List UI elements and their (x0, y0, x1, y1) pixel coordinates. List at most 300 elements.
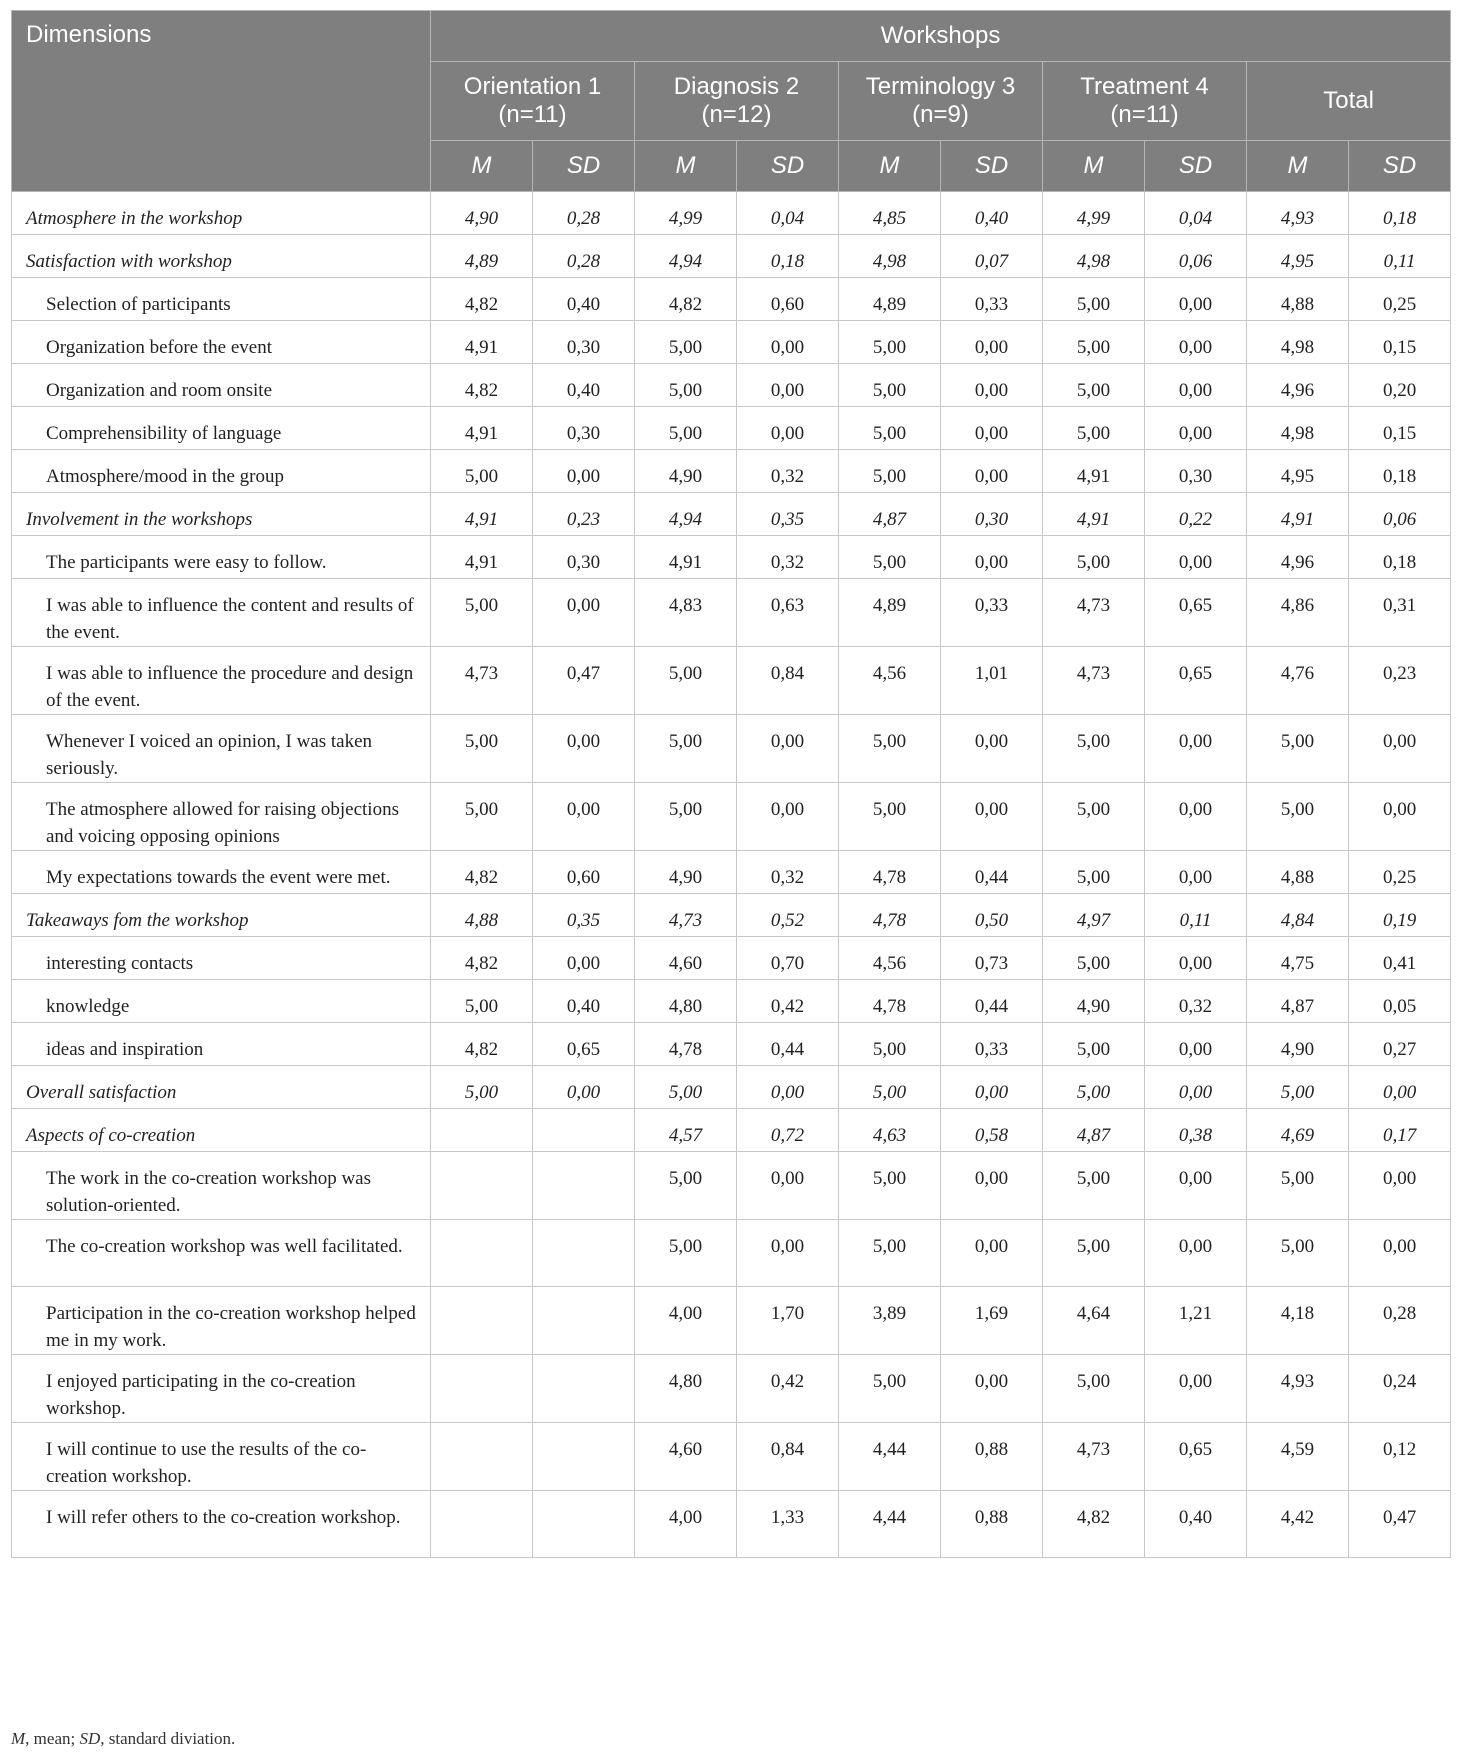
mean-cell: 4,87 (1247, 980, 1349, 1023)
item-row (12, 851, 1451, 894)
sd-cell: 0,00 (737, 364, 839, 407)
mean-cell: 4,98 (1247, 321, 1349, 364)
sd-cell: 0,84 (737, 1423, 839, 1491)
mean-cell: 4,89 (431, 235, 533, 278)
mean-cell: 4,57 (635, 1109, 737, 1152)
sd-cell: 0,00 (1145, 937, 1247, 980)
mean-cell: 4,88 (431, 894, 533, 937)
workshop-group-header (1247, 62, 1451, 141)
mean-cell: 5,00 (839, 321, 941, 364)
workshop-group-name: Treatment 4 (1080, 73, 1209, 100)
mean-cell: 5,00 (1043, 937, 1145, 980)
mean-cell: 4,98 (839, 235, 941, 278)
sd-cell: 0,00 (941, 364, 1043, 407)
mean-cell: 5,00 (635, 321, 737, 364)
mean-cell: 4,63 (839, 1109, 941, 1152)
row-label: interesting contacts (12, 937, 431, 980)
mean-cell: 4,87 (1043, 1109, 1145, 1152)
sd-cell: 0,00 (1145, 364, 1247, 407)
stat-label-header: M (1043, 141, 1145, 192)
sd-cell: 0,00 (1145, 321, 1247, 364)
item-row (12, 536, 1451, 579)
mean-cell: 5,00 (839, 715, 941, 783)
mean-cell: 4,78 (839, 894, 941, 937)
sd-cell: 0,70 (737, 937, 839, 980)
row-label: My expectations towards the event were met. (12, 851, 431, 894)
sd-cell: 0,73 (941, 937, 1043, 980)
mean-cell: 5,00 (1043, 783, 1145, 851)
mean-cell: 5,00 (1043, 851, 1145, 894)
mean-cell: 4,73 (431, 647, 533, 715)
sd-cell: 0,42 (737, 980, 839, 1023)
row-label: Satisfaction with workshop (12, 235, 431, 278)
sd-cell: 0,00 (1349, 1220, 1451, 1287)
mean-cell: 4,93 (1247, 192, 1349, 235)
workshop-group-header (1043, 62, 1247, 141)
sd-cell: 0,20 (1349, 364, 1451, 407)
sd-cell (533, 1491, 635, 1558)
row-label: The participants were easy to follow. (12, 536, 431, 579)
sd-cell: 0,00 (737, 321, 839, 364)
mean-cell: 4,18 (1247, 1287, 1349, 1355)
item-row (12, 364, 1451, 407)
sd-cell: 0,33 (941, 579, 1043, 647)
mean-cell: 4,82 (431, 937, 533, 980)
sd-cell: 0,00 (737, 407, 839, 450)
sd-cell: 0,00 (533, 579, 635, 647)
results-table (11, 10, 1451, 1558)
sd-cell: 0,22 (1145, 493, 1247, 536)
mean-cell: 4,82 (431, 364, 533, 407)
sd-cell: 0,44 (737, 1023, 839, 1066)
sd-cell: 0,06 (1349, 493, 1451, 536)
sd-cell: 0,12 (1349, 1423, 1451, 1491)
row-label: Selection of participants (12, 278, 431, 321)
mean-cell: 5,00 (839, 1355, 941, 1423)
sd-cell: 0,00 (941, 321, 1043, 364)
sd-cell: 0,00 (941, 783, 1043, 851)
sd-cell: 0,04 (1145, 192, 1247, 235)
item-row (12, 407, 1451, 450)
row-label: The atmosphere allowed for raising objections and voicing opposing opinions (12, 783, 431, 851)
workshop-group-name: Diagnosis 2 (673, 73, 800, 100)
mean-cell: 4,85 (839, 192, 941, 235)
sd-cell: 0,00 (533, 1066, 635, 1109)
sd-cell: 0,00 (533, 450, 635, 493)
mean-cell: 4,73 (1043, 579, 1145, 647)
sd-cell: 0,23 (533, 493, 635, 536)
mean-cell: 4,73 (635, 894, 737, 937)
mean-cell: 5,00 (635, 647, 737, 715)
sd-cell: 0,00 (1349, 1066, 1451, 1109)
row-label: I will continue to use the results of the co-creation workshop. (12, 1423, 431, 1491)
row-label: ideas and inspiration (12, 1023, 431, 1066)
stat-label-header: M (1247, 141, 1349, 192)
section-row (12, 493, 1451, 536)
sd-cell: 0,11 (1145, 894, 1247, 937)
mean-cell: 4,42 (1247, 1491, 1349, 1558)
row-label: I will refer others to the co-creation workshop. (12, 1491, 431, 1558)
mean-cell: 4,90 (1247, 1023, 1349, 1066)
mean-cell: 5,00 (1043, 364, 1145, 407)
sd-cell: 0,00 (737, 715, 839, 783)
sd-cell: 0,00 (941, 450, 1043, 493)
sd-cell: 0,00 (533, 783, 635, 851)
workshop-group-name: Terminology 3 (865, 73, 1016, 100)
mean-cell: 4,90 (635, 851, 737, 894)
mean-cell: 4,82 (431, 851, 533, 894)
item-row (12, 278, 1451, 321)
sd-cell: 0,25 (1349, 278, 1451, 321)
sd-cell: 0,42 (737, 1355, 839, 1423)
mean-cell: 5,00 (1043, 715, 1145, 783)
section-row (12, 894, 1451, 937)
sd-cell: 0,00 (1145, 278, 1247, 321)
mean-cell: 4,93 (1247, 1355, 1349, 1423)
sd-cell: 0,24 (1349, 1355, 1451, 1423)
item-row (12, 1287, 1451, 1355)
sd-cell: 0,00 (1145, 715, 1247, 783)
row-label: The co-creation workshop was well facilitated. (12, 1220, 431, 1287)
dimensions-header: Dimensions (12, 11, 431, 192)
sd-cell: 0,84 (737, 647, 839, 715)
sd-cell: 0,41 (1349, 937, 1451, 980)
sd-cell: 0,00 (1145, 1152, 1247, 1220)
sd-cell: 0,17 (1349, 1109, 1451, 1152)
sd-cell: 0,00 (737, 783, 839, 851)
mean-cell: 5,00 (1247, 1152, 1349, 1220)
mean-cell: 4,56 (839, 647, 941, 715)
mean-cell: 5,00 (635, 1066, 737, 1109)
sd-cell: 0,32 (1145, 980, 1247, 1023)
sd-cell: 0,32 (737, 450, 839, 493)
mean-cell: 4,91 (1247, 493, 1349, 536)
row-label: I was able to influence the procedure and design of the event. (12, 647, 431, 715)
sd-cell: 0,00 (941, 536, 1043, 579)
mean-cell: 4,91 (431, 493, 533, 536)
sd-cell: 0,00 (737, 1220, 839, 1287)
workshops-header: Workshops (431, 11, 1451, 62)
sd-cell: 0,00 (941, 407, 1043, 450)
sd-cell: 0,00 (1145, 1023, 1247, 1066)
footnote-sd-text: , standard diviation. (100, 1729, 236, 1748)
item-row (12, 579, 1451, 647)
item-row (12, 1423, 1451, 1491)
sd-cell: 0,00 (737, 1152, 839, 1220)
mean-cell: 4,00 (635, 1287, 737, 1355)
mean-cell: 5,00 (1043, 1220, 1145, 1287)
mean-cell: 4,75 (1247, 937, 1349, 980)
sd-cell (533, 1423, 635, 1491)
section-row (12, 1109, 1451, 1152)
sd-cell: 0,72 (737, 1109, 839, 1152)
sd-cell: 0,65 (1145, 1423, 1247, 1491)
sd-cell: 0,47 (533, 647, 635, 715)
sd-cell: 0,35 (533, 894, 635, 937)
mean-cell: 5,00 (1043, 1355, 1145, 1423)
mean-cell: 5,00 (431, 579, 533, 647)
row-label: Involvement in the workshops (12, 493, 431, 536)
sd-cell: 1,01 (941, 647, 1043, 715)
mean-cell: 5,00 (1247, 1066, 1349, 1109)
mean-cell: 4,64 (1043, 1287, 1145, 1355)
mean-cell: 4,98 (1247, 407, 1349, 450)
stat-label-header: SD (1349, 141, 1451, 192)
sd-cell (533, 1220, 635, 1287)
item-row (12, 647, 1451, 715)
mean-cell: 5,00 (431, 1066, 533, 1109)
mean-cell: 4,88 (1247, 851, 1349, 894)
mean-cell (431, 1287, 533, 1355)
mean-cell: 5,00 (1043, 1023, 1145, 1066)
section-row (12, 235, 1451, 278)
section-row (12, 1066, 1451, 1109)
sd-cell: 0,30 (533, 321, 635, 364)
row-label: Whenever I voiced an opinion, I was taken seriously. (12, 715, 431, 783)
sd-cell: 0,25 (1349, 851, 1451, 894)
sd-cell: 0,30 (533, 407, 635, 450)
sd-cell: 0,00 (941, 1355, 1043, 1423)
sd-cell: 0,60 (737, 278, 839, 321)
mean-cell: 5,00 (1043, 321, 1145, 364)
stat-label-header: SD (737, 141, 839, 192)
workshop-group-count: (n=11) (1110, 101, 1179, 128)
sd-cell: 0,60 (533, 851, 635, 894)
sd-cell: 0,31 (1349, 579, 1451, 647)
mean-cell: 4,82 (635, 278, 737, 321)
row-label: Organization and room onsite (12, 364, 431, 407)
mean-cell: 4,96 (1247, 536, 1349, 579)
row-label: Aspects of co-creation (12, 1109, 431, 1152)
mean-cell: 4,88 (1247, 278, 1349, 321)
mean-cell: 4,94 (635, 235, 737, 278)
mean-cell: 5,00 (839, 1023, 941, 1066)
sd-cell: 0,00 (533, 937, 635, 980)
mean-cell: 5,00 (839, 450, 941, 493)
item-row (12, 1491, 1451, 1558)
sd-cell: 0,18 (1349, 192, 1451, 235)
mean-cell: 5,00 (1043, 1066, 1145, 1109)
mean-cell: 3,89 (839, 1287, 941, 1355)
mean-cell: 5,00 (839, 536, 941, 579)
mean-cell: 4,95 (1247, 235, 1349, 278)
mean-cell: 5,00 (635, 783, 737, 851)
row-label: Overall satisfaction (12, 1066, 431, 1109)
sd-cell: 0,47 (1349, 1491, 1451, 1558)
mean-cell: 5,00 (1247, 715, 1349, 783)
mean-cell: 4,78 (839, 851, 941, 894)
sd-cell: 0,65 (533, 1023, 635, 1066)
workshop-group-name: Total (1323, 87, 1374, 114)
sd-cell: 0,00 (1145, 783, 1247, 851)
sd-cell: 0,44 (941, 980, 1043, 1023)
sd-cell: 0,35 (737, 493, 839, 536)
mean-cell: 4,78 (839, 980, 941, 1023)
sd-cell: 0,40 (941, 192, 1043, 235)
stat-label-header: SD (533, 141, 635, 192)
sd-cell: 0,00 (941, 1066, 1043, 1109)
sd-cell: 0,63 (737, 579, 839, 647)
sd-cell: 0,28 (533, 235, 635, 278)
item-row (12, 937, 1451, 980)
mean-cell (431, 1423, 533, 1491)
mean-cell: 4,76 (1247, 647, 1349, 715)
mean-cell: 4,80 (635, 1355, 737, 1423)
sd-cell: 0,07 (941, 235, 1043, 278)
sd-cell: 0,00 (1349, 1152, 1451, 1220)
mean-cell: 4,90 (1043, 980, 1145, 1023)
sd-cell: 0,11 (1349, 235, 1451, 278)
sd-cell: 0,23 (1349, 647, 1451, 715)
workshop-group-header (431, 62, 635, 141)
footnote-m-abbr: M (11, 1729, 26, 1748)
stat-label-header: M (839, 141, 941, 192)
stat-label-header: M (431, 141, 533, 192)
mean-cell (431, 1152, 533, 1220)
row-label: I enjoyed participating in the co-creation workshop. (12, 1355, 431, 1423)
mean-cell (431, 1355, 533, 1423)
sd-cell: 1,21 (1145, 1287, 1247, 1355)
sd-cell: 0,00 (1145, 1066, 1247, 1109)
sd-cell: 0,00 (533, 715, 635, 783)
item-row (12, 1152, 1451, 1220)
sd-cell: 0,00 (1145, 1220, 1247, 1287)
mean-cell: 5,00 (635, 1152, 737, 1220)
mean-cell: 5,00 (431, 715, 533, 783)
footnote-sd-abbr: SD (79, 1729, 101, 1748)
sd-cell: 0,04 (737, 192, 839, 235)
mean-cell: 5,00 (839, 407, 941, 450)
mean-cell (431, 1109, 533, 1152)
mean-cell: 5,00 (635, 715, 737, 783)
table-footnote (11, 1729, 235, 1749)
sd-cell (533, 1109, 635, 1152)
mean-cell: 5,00 (1043, 407, 1145, 450)
sd-cell: 0,38 (1145, 1109, 1247, 1152)
mean-cell: 4,99 (635, 192, 737, 235)
item-row (12, 1355, 1451, 1423)
row-label: Atmosphere/mood in the group (12, 450, 431, 493)
item-row (12, 1023, 1451, 1066)
mean-cell: 5,00 (431, 783, 533, 851)
sd-cell: 0,30 (533, 536, 635, 579)
mean-cell: 5,00 (635, 1220, 737, 1287)
sd-cell: 0,00 (1145, 851, 1247, 894)
sd-cell: 0,65 (1145, 647, 1247, 715)
mean-cell: 5,00 (839, 364, 941, 407)
sd-cell: 0,00 (1349, 783, 1451, 851)
item-row (12, 450, 1451, 493)
sd-cell: 0,28 (1349, 1287, 1451, 1355)
sd-cell (533, 1152, 635, 1220)
mean-cell: 4,80 (635, 980, 737, 1023)
sd-cell: 0,27 (1349, 1023, 1451, 1066)
item-row (12, 715, 1451, 783)
mean-cell: 5,00 (1043, 1152, 1145, 1220)
sd-cell: 0,06 (1145, 235, 1247, 278)
sd-cell: 0,00 (1145, 1355, 1247, 1423)
mean-cell: 4,95 (1247, 450, 1349, 493)
section-row (12, 192, 1451, 235)
mean-cell: 5,00 (635, 407, 737, 450)
row-label: knowledge (12, 980, 431, 1023)
sd-cell: 0,88 (941, 1491, 1043, 1558)
sd-cell: 0,05 (1349, 980, 1451, 1023)
workshop-group-count: (n=11) (498, 101, 567, 128)
row-label: I was able to influence the content and results of the event. (12, 579, 431, 647)
sd-cell: 0,15 (1349, 321, 1451, 364)
mean-cell: 4,89 (839, 579, 941, 647)
mean-cell: 4,94 (635, 493, 737, 536)
mean-cell: 4,89 (839, 278, 941, 321)
mean-cell (431, 1491, 533, 1558)
item-row (12, 1220, 1451, 1287)
stat-label-header: SD (1145, 141, 1247, 192)
mean-cell: 4,86 (1247, 579, 1349, 647)
stat-label-header: SD (941, 141, 1043, 192)
workshop-group-count: (n=9) (912, 101, 969, 128)
sd-cell: 0,00 (941, 1152, 1043, 1220)
sd-cell: 0,33 (941, 278, 1043, 321)
mean-cell: 4,00 (635, 1491, 737, 1558)
mean-cell: 4,97 (1043, 894, 1145, 937)
mean-cell: 4,98 (1043, 235, 1145, 278)
mean-cell: 4,91 (431, 407, 533, 450)
sd-cell: 0,30 (1145, 450, 1247, 493)
mean-cell: 5,00 (635, 364, 737, 407)
row-label: Atmosphere in the workshop (12, 192, 431, 235)
table-body (12, 192, 1451, 1558)
mean-cell: 4,83 (635, 579, 737, 647)
sd-cell: 0,50 (941, 894, 1043, 937)
row-label: Takeaways fom the workshop (12, 894, 431, 937)
mean-cell: 4,82 (431, 1023, 533, 1066)
item-row (12, 783, 1451, 851)
mean-cell: 4,90 (431, 192, 533, 235)
sd-cell: 0,00 (1145, 407, 1247, 450)
sd-cell: 0,00 (737, 1066, 839, 1109)
sd-cell: 0,30 (941, 493, 1043, 536)
sd-cell: 0,58 (941, 1109, 1043, 1152)
sd-cell: 0,40 (533, 364, 635, 407)
mean-cell: 5,00 (839, 783, 941, 851)
sd-cell: 0,00 (1145, 536, 1247, 579)
mean-cell: 4,99 (1043, 192, 1145, 235)
sd-cell: 0,40 (533, 278, 635, 321)
sd-cell: 0,33 (941, 1023, 1043, 1066)
mean-cell: 4,59 (1247, 1423, 1349, 1491)
workshop-group-header (839, 62, 1043, 141)
mean-cell: 4,91 (1043, 450, 1145, 493)
sd-cell: 0,18 (1349, 536, 1451, 579)
sd-cell: 0,40 (533, 980, 635, 1023)
table-header (12, 11, 1451, 192)
sd-cell: 0,18 (1349, 450, 1451, 493)
mean-cell: 5,00 (1043, 278, 1145, 321)
sd-cell: 0,00 (1349, 715, 1451, 783)
row-label: Comprehensibility of language (12, 407, 431, 450)
row-label: Organization before the event (12, 321, 431, 364)
mean-cell: 4,60 (635, 937, 737, 980)
mean-cell: 4,87 (839, 493, 941, 536)
footnote-m-text: , mean; (25, 1729, 80, 1748)
mean-cell: 5,00 (431, 980, 533, 1023)
mean-cell: 4,96 (1247, 364, 1349, 407)
mean-cell: 4,91 (1043, 493, 1145, 536)
mean-cell: 4,78 (635, 1023, 737, 1066)
mean-cell: 5,00 (1247, 1220, 1349, 1287)
mean-cell: 5,00 (1043, 536, 1145, 579)
